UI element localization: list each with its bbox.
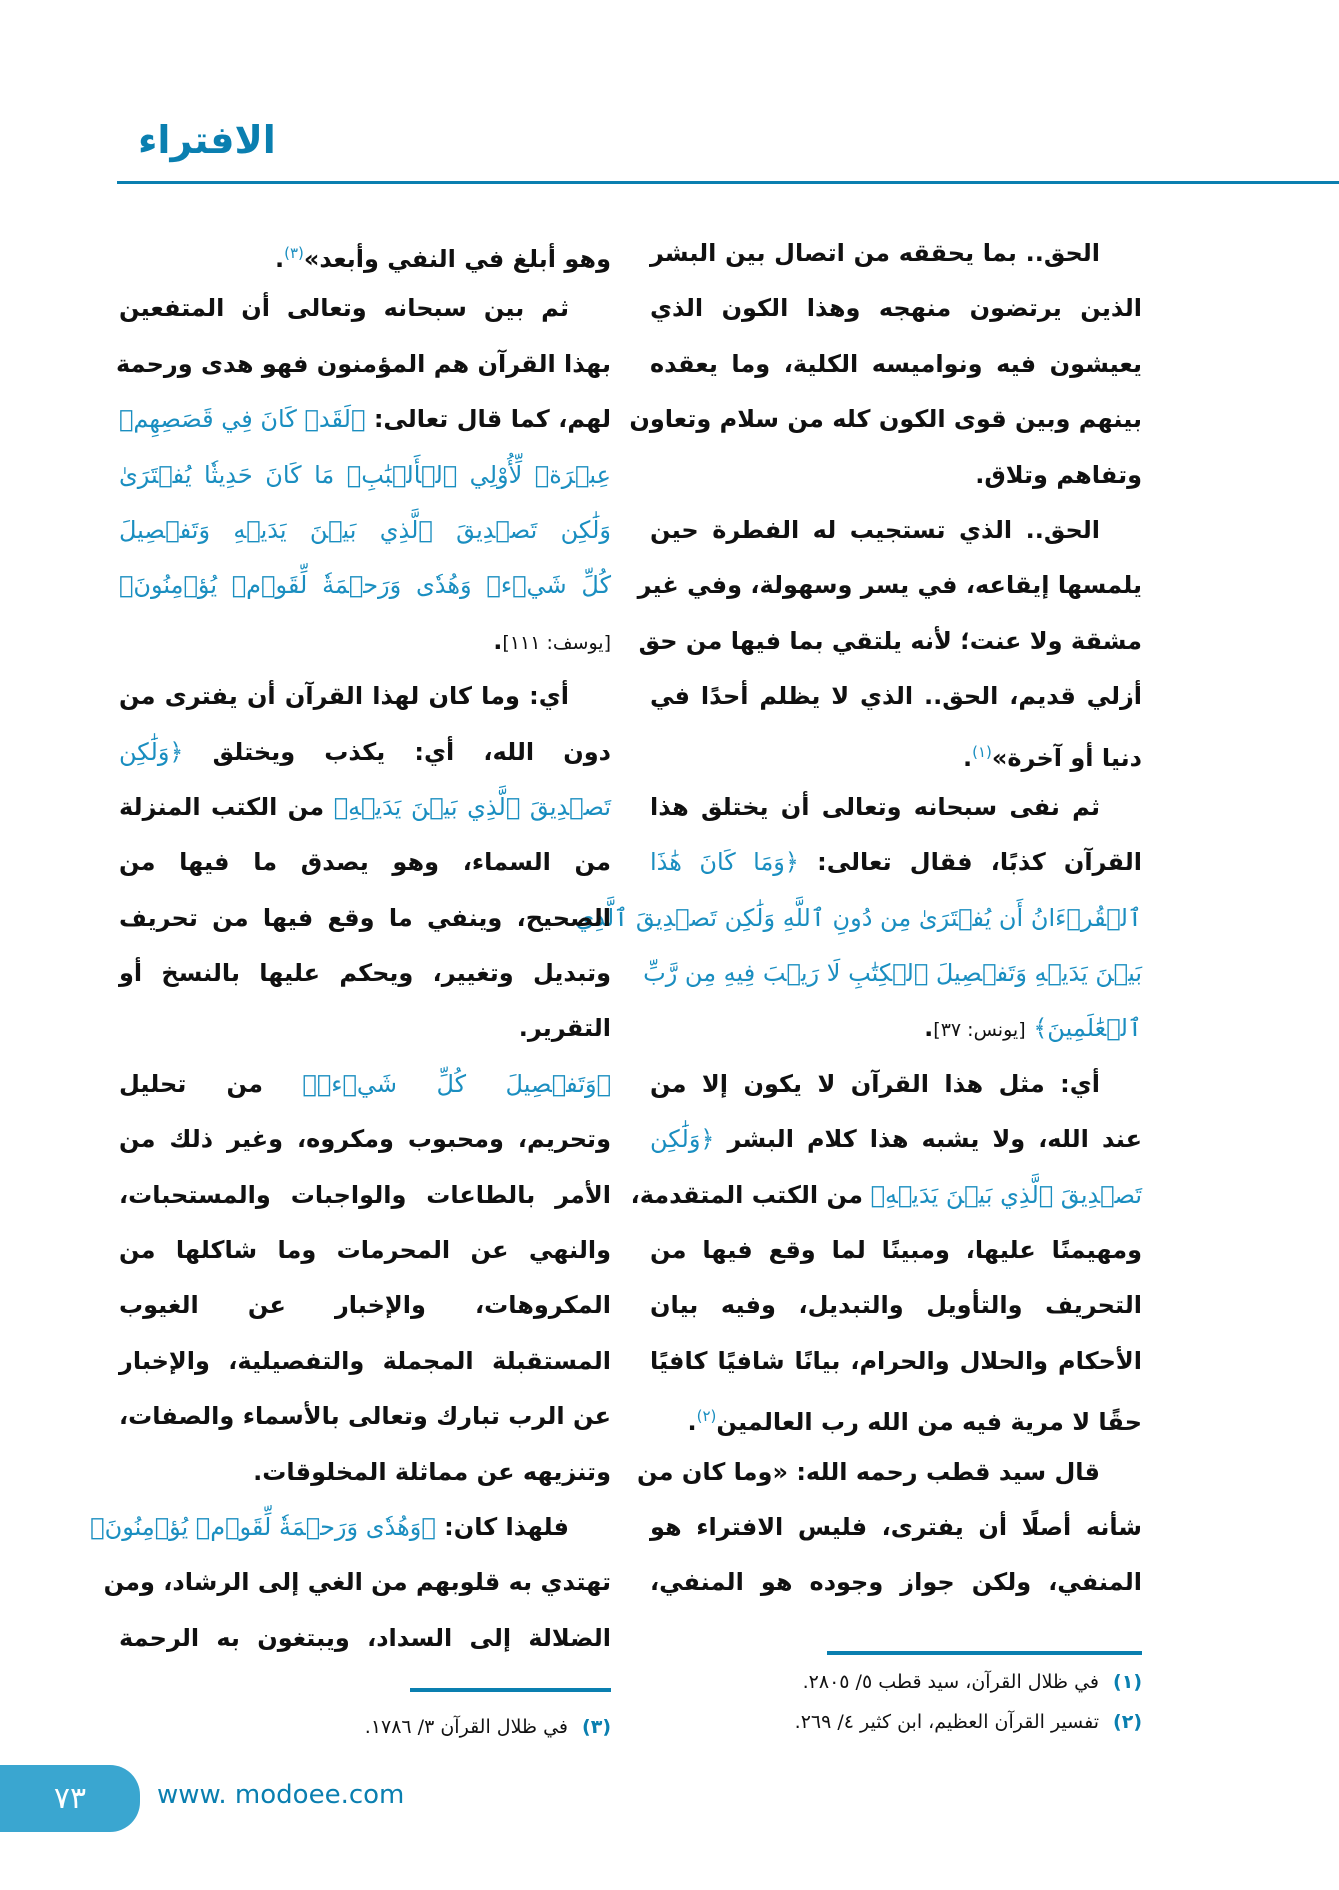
text-line [103,1555,611,1610]
text-line [90,1500,611,1555]
text-line [650,1001,1142,1056]
verse-reference: [يونس: ٣٧] [933,1019,1026,1042]
text-line [650,281,1142,336]
body-text: . [274,245,285,273]
text-line [650,448,1142,503]
text-line [650,835,1142,890]
text-line [650,337,1142,392]
quran-verse: تَصۡدِيقَ ٱلَّذِي بَيۡنَ يَدَيۡهِ﴾ [324,792,612,821]
body-text: عند الله، ولا يشبه هذا كلام البشر [714,1125,1142,1154]
page-number: ٧٣ [53,1781,87,1816]
text-line [119,1334,611,1389]
body-text: المستقبلة المجملة والتفصيلية، والإخبار [119,1346,611,1375]
body-text: ثم نفى سبحانه وتعالى أن يختلق هذا [650,792,1100,821]
footnote-number: (٣) [582,1716,611,1738]
quran-verse: عِبۡرَةٞ لِّأُوْلِي ٱلۡأَلۡبَٰبِۗ مَا كَانَ حَدِيثٗا يُفۡتَرَىٰ [119,460,611,489]
text-line [119,226,611,281]
body-text: أي: مثل هذا القرآن لا يكون إلا من [650,1069,1100,1098]
body-text: الحق.. الذي تستجيب له الفطرة حين [650,515,1100,544]
footnote-3 [365,1708,611,1746]
body-text: شأنه أصلًا أن يفترى، فليس الافتراء هو [650,1512,1142,1541]
body-text: وتفاهم وتلاق. [975,460,1142,489]
text-line [650,503,1142,558]
body-text: وتبديل وتغيير، ويحكم عليها بالنسخ أو [119,959,611,988]
body-text: الأمر بالطاعات والواجبات والمستحبات، [119,1180,611,1209]
text-line [643,946,1142,1001]
body-text: الصحيح، وينفي ما وقع فيها من تحريف [119,903,611,932]
text-line [650,1334,1142,1389]
text-line [650,669,1142,724]
text-line [119,1611,611,1666]
text-line [650,1112,1142,1167]
text-line [119,558,611,613]
body-text: . [924,1014,934,1043]
body-text: من الكتب المتقدمة، [630,1180,863,1209]
text-line [119,946,611,1001]
quran-verse: تَصۡدِيقَ ٱلَّذِي بَيۡنَ يَدَيۡهِ﴾ [862,1180,1142,1209]
chapter-title: الافتراء [138,118,276,162]
body-text: القرآن كذبًا، فقال تعالى: [798,848,1142,877]
quran-verse: بَيۡنَ يَدَيۡهِ وَتَفۡصِيلَ ٱلۡكِتَٰبِ لَا رَيۡبَ فِيهِ مِن رَّبِّ [643,959,1142,988]
body-text: تهتدي به قلوبهم من الغي إلى الرشاد، ومن [103,1568,611,1597]
body-text: يلمسها إيقاعه، في يسر وسهولة، وفي غير [637,571,1142,600]
text-line [119,1057,611,1112]
footnote-marker: (١) [972,742,992,761]
text-line [119,503,611,558]
body-text: الذين يرتضون منهجه وهذا الكون الذي [650,294,1142,323]
quran-verse: ﴿وَهُدٗى وَرَحۡمَةٗ لِّقَوۡمٖ يُؤۡمِنُونَ﴾ [90,1512,436,1541]
quran-verse: ﴿وَمَا كَانَ هَٰذَا [650,848,799,877]
text-line [119,448,611,503]
header-divider [117,181,1339,184]
footnote-divider-right [827,1651,1142,1655]
text-line [119,1445,611,1500]
text-line [119,281,611,336]
left-column [90,226,612,1666]
text-line [650,1223,1142,1278]
text-line [575,891,1142,946]
body-text: . [962,743,973,772]
right-column [575,226,1142,1611]
body-text: عن الرب تبارك وتعالى بالأسماء والصفات، [119,1402,611,1431]
text-line [119,614,611,669]
body-text: من الكتب المنزلة [119,792,325,821]
body-text: مشقة ولا عنت؛ لأنه يلتقي بما فيها من حق [638,626,1142,655]
text-line [119,669,611,724]
body-text: ومهيمنًا عليها، ومبينًا لما وقع فيها من [650,1236,1142,1265]
body-text: من تحليل [119,1069,263,1098]
body-text: الضلالة إلى السداد، ويبتغون به الرحمة [119,1623,611,1652]
body-text: التحريف والتأويل والتبديل، وفيه بيان [650,1291,1142,1320]
body-text: . [493,626,503,655]
body-text: قال سيد قطب رحمه الله: «وما كان من [637,1457,1100,1486]
body-text: وتنزيهه عن مماثلة المخلوقات. [253,1457,611,1486]
text-line [119,1223,611,1278]
body-text: والنهي عن المحرمات وما شاكلها من [119,1236,611,1265]
body-text: دنيا أو آخرة» [991,743,1142,772]
text-line [650,1389,1142,1444]
quran-verse: ﴿وَتَفۡصِيلَ كُلِّ شَيۡءٖ﴾ [262,1069,611,1098]
text-line [629,392,1142,447]
body-text: فلهذا كان: [435,1512,569,1541]
text-line [638,614,1142,669]
footnote-marker: (٢) [696,1407,717,1426]
body-text: وتحريم، ومحبوب ومكروه، وغير ذلك من [119,1125,611,1154]
body-text: حقًا لا مرية فيه من الله رب العالمين [716,1408,1142,1437]
footnote-divider-left [410,1688,611,1692]
verse-reference: [يوسف: ١١١] [502,631,611,654]
body-text: لهم، كما قال تعالى: [365,405,611,434]
body-text: . [687,1408,697,1437]
body-text: أي: وما كان لهذا القرآن أن يفترى من [119,682,569,711]
text-line [119,835,611,890]
body-text: بينهم وبين قوى الكون كله من سلام وتعاون [629,405,1142,434]
text-line [630,1168,1142,1223]
text-line [119,1168,611,1223]
page-number-tab [0,1765,140,1832]
text-line [650,780,1142,835]
text-line [650,226,1142,281]
quran-verse: ﴿وَلَٰكِن [119,737,184,766]
text-line [119,891,611,946]
quran-verse: وَلَٰكِن تَصۡدِيقَ ٱلَّذِي بَيۡنَ يَدَيۡهِ وَتَفۡصِيلَ [119,515,611,544]
text-line [650,1278,1142,1333]
footnote-2 [795,1703,1142,1741]
footnote-marker: (٣) [284,244,304,262]
text-line [637,1445,1142,1500]
text-line [119,1278,611,1333]
text-line [650,725,1142,780]
body-text: التقرير. [518,1014,611,1043]
text-line [115,337,611,392]
text-line [119,1389,611,1444]
text-line [119,780,611,835]
quran-verse: ﴿وَلَٰكِن [650,1125,715,1154]
quran-verse: ٱلۡقُرۡءَانُ أَن يُفۡتَرَىٰ مِن دُونِ ٱللَّهِ وَلَٰكِن تَصۡدِيقَ ٱلَّذِي [575,903,1142,932]
footnote-text: تفسير القرآن العظيم، ابن كثير ٤/ ٢٦٩. [794,1711,1100,1733]
footnote-text: في ظلال القرآن، سيد قطب ٥/ ٢٨٠٥. [802,1671,1100,1693]
text-line [650,1555,1142,1610]
footnote-number: (٢) [1113,1711,1142,1733]
body-text: دون الله، أي: يكذب ويختلق [183,737,611,766]
text-line [119,1001,611,1056]
body-text: ثم بين سبحانه وتعالى أن المتفعين [119,294,569,323]
footnote-number: (١) [1113,1671,1142,1693]
text-line [637,558,1142,613]
text-line [119,392,611,447]
body-text: المكروهات، والإخبار عن الغيوب [119,1291,611,1320]
body-text: المنفي، ولكن جواز وجوده هو المنفي، [650,1568,1142,1597]
body-text: من السماء، وهو يصدق ما فيها من [119,848,611,877]
body-text: الحق.. بما يحققه من اتصال بين البشر [650,239,1100,267]
quran-verse: ٱلۡعَٰلَمِينَ﴾ [1025,1014,1142,1043]
text-line [650,1057,1142,1112]
body-text: بهذا القرآن هم المؤمنون فهو هدى ورحمة [115,349,611,378]
text-line [119,725,611,780]
website-link[interactable]: www. modoee.com [157,1780,405,1810]
body-text: وهو أبلغ في النفي وأبعد» [303,245,611,273]
text-line [650,1500,1142,1555]
quran-verse: ﴿لَقَدۡ كَانَ فِي قَصَصِهِمۡ [119,405,366,434]
body-text: أزلي قديم، الحق.. الذي لا يظلم أحدًا في [650,682,1142,711]
text-line [119,1112,611,1167]
quran-verse: كُلِّ شَيۡءٖ وَهُدٗى وَرَحۡمَةٗ لِّقَوۡمٖ يُؤۡمِنُونَ﴾ [119,571,611,600]
footnote-text: في ظلال القرآن ٣/ ١٧٨٦. [364,1716,569,1738]
body-text: الأحكام والحلال والحرام، بيانًا شافيًا كافيًا [650,1346,1142,1375]
body-text: يعيشون فيه ونواميسه الكلية، وما يعقده [650,349,1142,378]
footnote-1 [803,1663,1142,1701]
